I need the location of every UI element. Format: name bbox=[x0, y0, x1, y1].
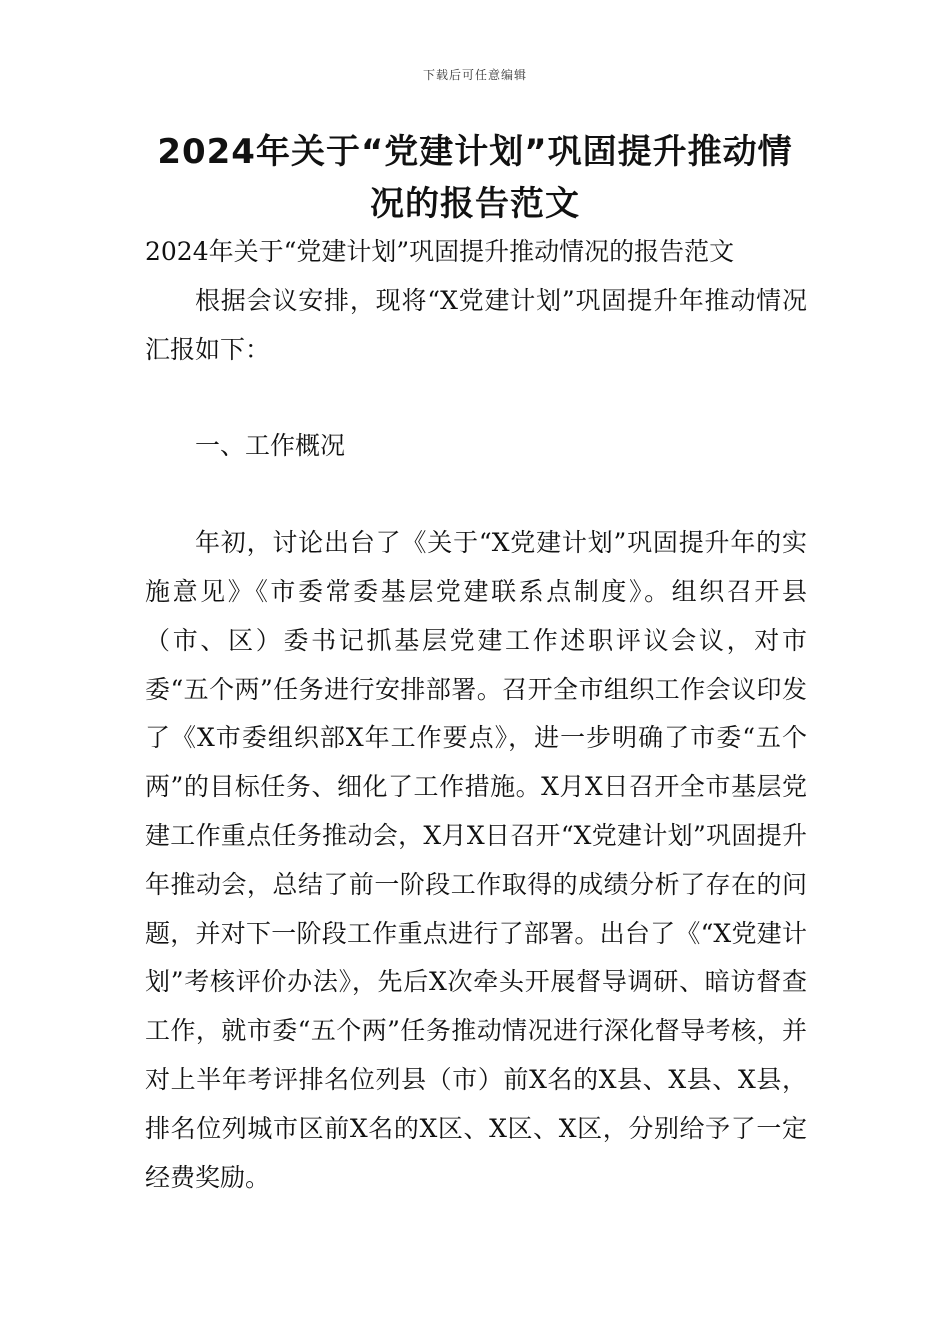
header-note: 下载后可任意编辑 bbox=[422, 68, 527, 82]
intro-paragraph: 根据会议安排，现将“X党建计划”巩固提升年推动情况汇报如下： bbox=[145, 285, 807, 364]
body-paragraph: 年初，讨论出台了《关于“X党建计划”巩固提升年的实施意见》《市委常委基层党建联系点制度》。组织召开县（市、区）委书记抓基层党建工作述职评议会议，对市委“五个两”任务进行安排部署。召开全市组织工作会议印发了《X市委组织部X年工作要点》，进一步明确了市委“五个两”的目标任务、细化了工作措施。X月X日召开全市基层党建工作重点任务推动会，X月X日召开“X党建计划”巩固提升年推动会，总结了前一阶段工作取得的成绩分析了存在的问题，并对下一阶段工作重点进行了部署。出台了《“X党建计划”考核评价办法》，先后X次牵头开展督导调研、暗访督查工作，就市委“五个两”任务推动情况进行深化督导考核，并对上半年考评排名位列县（市）前X名的X县、X县、X县，排名位列城市区前X名的X区、X区、X区，分别给予了一定经费奖励。 bbox=[145, 528, 807, 1192]
document-title: 2024年关于“党建计划”巩固提升推动情况的报告范文 bbox=[157, 132, 793, 224]
section-heading: 一、工作概况 bbox=[195, 431, 346, 461]
subtitle-line: 2024年关于“党建计划”巩固提升推动情况的报告范文 bbox=[145, 237, 735, 266]
document-body bbox=[145, 228, 807, 1202]
